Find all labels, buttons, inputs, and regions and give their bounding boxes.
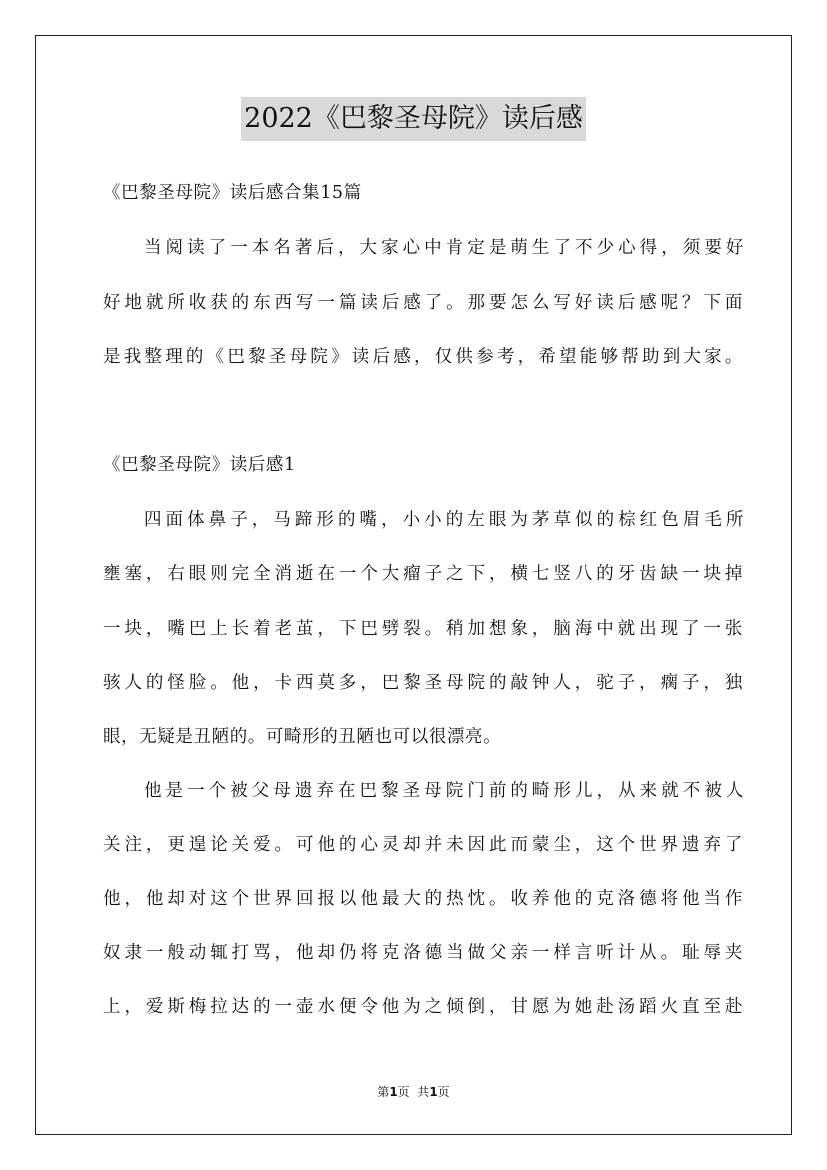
paragraph2-line-4: 奴隶一般动辄打骂，他却仍将克洛德当做父亲一样言听计从。耻辱夹 [103,943,743,963]
footer-total-pages: 1 [429,1085,438,1099]
intro-line-2: 好地就所收获的东西写一篇读后感了。那要怎么写好读后感呢？下面 [103,293,743,313]
paragraph1-line-3: 一块，嘴巴上长着老茧，下巴劈裂。稍加想象，脑海中就出现了一张 [103,619,743,639]
paragraph1-line-4: 骇人的怪脸。他，卡西莫多，巴黎圣母院的敲钟人，驼子，瘸子，独 [103,673,743,693]
footer-page-mid: 页 共 [397,1085,430,1099]
document-title: 2022《巴黎圣母院》读后感 [241,97,586,141]
paragraph1-line-1: 四面体鼻子，马蹄形的嘴，小小的左眼为茅草似的棕红色眉毛所 [144,510,744,530]
intro-line-1: 当阅读了一本名著后，大家心中肯定是萌生了不少心得，须要好 [144,238,744,258]
intro-line-3: 是我整理的《巴黎圣母院》读后感，仅供参考，希望能够帮助到大家。 [103,347,743,367]
paragraph2-line-2: 关注，更遑论关爱。可他的心灵却并未因此而蒙尘，这个世界遗弃了 [103,835,743,855]
document-subtitle: 《巴黎圣母院》读后感合集15篇 [103,183,362,203]
page-footer [0,1084,827,1100]
paragraph1-line-5: 眼，无疑是丑陋的。可畸形的丑陋也可以很漂亮。 [103,727,502,747]
title-area [0,97,827,141]
footer-page-number: 1 [389,1085,398,1099]
footer-page-suffix: 页 [437,1085,450,1099]
paragraph2-line-1: 他是一个被父母遗弃在巴黎圣母院门前的畸形儿，从来就不被人 [144,781,744,801]
paragraph1-line-2: 壅塞，右眼则完全消逝在一个大瘤子之下，横七竖八的牙齿缺一块掉 [103,564,743,584]
footer-page-prefix: 第 [377,1085,390,1099]
section-heading: 《巴黎圣母院》读后感1 [103,455,296,475]
paragraph2-line-5: 上，爱斯梅拉达的一壶水便令他为之倾倒，甘愿为她赴汤蹈火直至赴 [103,997,743,1017]
paragraph2-line-3: 他，他却对这个世界回报以他最大的热忱。收养他的克洛德将他当作 [103,889,743,909]
